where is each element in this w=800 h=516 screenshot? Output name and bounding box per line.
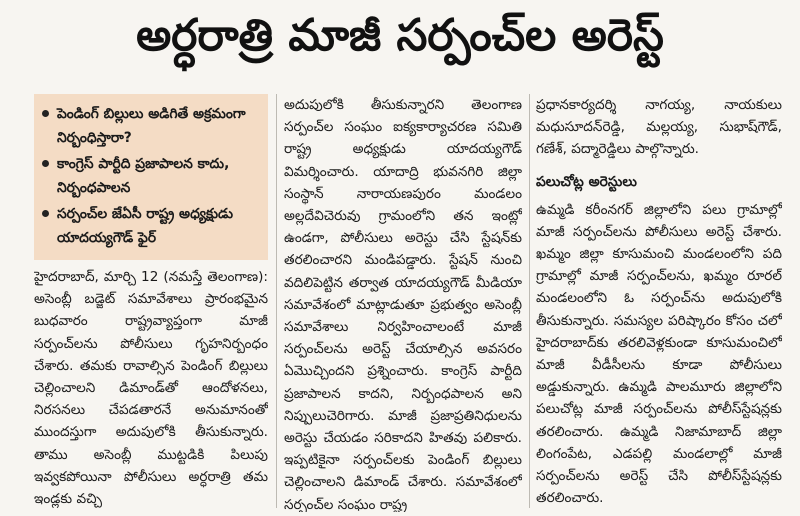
highlight-text: కాంగ్రెస్ పార్టీది ప్రజాపాలన కాదు, నిర్బంధపాలన: [57, 156, 230, 196]
column-divider-2: [529, 94, 530, 508]
highlight-text: సర్పంచ్‌ల జేఏసీ రాష్ట్ర అధ్యక్షుడు యాదయ్యగౌడ్ ఫైర్: [57, 206, 233, 246]
body-text-col3: ఉమ్మడి కరీంనగర్ జిల్లాలోని పలు గ్రామాల్లో మాజీ సర్పంచ్‌లను పోలీసులు అరెస్ట్ చేశారు. ఖమ్మం జిల్లా కూసుమంచి మండలంలోని పది గ్రామాల్లో మాజీ సర్పంచ్‌లను, ఖమ్మం రూరల్ మండలంలోని ఓ సర్పంచ్‌ను అదుపులోకి తీసుకున్నారు. సమస్యల పరిష్కారం కోసం చలో హైదరాబాద్‌కు తరలివెళ్లకుండా కూసుమంచిలో మాజీ వీడీసీలను కూడా పోలీసులు అడ్డుకున్నారు. ఉమ్మడి పాలమూరు జిల్లాలోని పలుచోట్ల మాజీ సర్పంచ్‌లను పోలీస్‌స్టేషన్లకు తరలించారు. ఉమ్మడి నిజామాబాద్ జిల్లా లింగంపేట, ఎడపల్లి మండలాల్లో మాజీ సర్పంచ్‌లను అరెస్ట్ చేసి పోలీస్‌స్టేషన్లకు తరలించారు.: [536, 201, 782, 507]
article-headline: అర్ధరాత్రి మాజీ సర్పంచ్‌ల అరెస్ట్: [136, 10, 664, 61]
section-subheading: పలుచోట్ల అరెస్టులు: [536, 173, 637, 190]
body-text-col1: హైదరాబాద్, మార్చి 12 (నమస్తే తెలంగాణ): అసెంబ్లీ బడ్జెట్ సమావేశాలు ప్రారంభమైన బుధవారం రాష్ట్రవ్యాప్తంగా మాజీ సర్పంచ్‌లను పోలీసులు గృహనిర్బంధం చేశారు. తమకు రావాల్సిన పెండింగ్ బిల్లులు చెల్లించాలని డిమాండ్‌తో ఆందోళనలు, నిరసనలు చేపడతారనే అనుమానంతో ముందస్తుగా అదుపులోకి తీసుకున్నారు. తాము అసెంబ్లీ ముట్టడికి పిలుపు ఇవ్వకపోయినా పోలీసులు అర్ధరాత్రి తమ ఇండ్లకు వచ్చి: [34, 269, 268, 508]
highlight-item: [40, 152, 260, 200]
column-divider-1: [276, 94, 277, 508]
highlight-item: [40, 202, 260, 250]
article-column-2: [284, 94, 522, 512]
bullet-icon: [42, 110, 49, 117]
highlight-text: పెండింగ్ బిల్లులు అడిగితే అక్రమంగా నిర్బంధిస్తారా?: [57, 106, 246, 146]
body-text-col3-top: ప్రధానకార్యదర్శి నాగయ్య, నాయకులు మధుసూదన్‌రెడ్డి, మల్లయ్య, సుభాష్‌గౌడ్, గణేశ్, పద్మారెడ్డిలు పాల్గొన్నారు.: [536, 97, 782, 158]
body-text-col2: అదుపులోకి తీసుకున్నారని తెలంగాణ సర్పంచ్‌ల సంఘం ఐక్యకార్యాచరణ సమితి రాష్ట్ర అధ్యక్షుడు యాదయ్యగౌడ్ విమర్శించారు. యాదాద్రి భువనగిరి జిల్లా సంస్థాన్ నారాయణపురం మండలం అల్లదేవిచెరువు గ్రామంలోని తన ఇంట్లో ఉండగా, పోలీసులు అరెస్టు చేసి స్టేషన్‌కు తరలించారని మండిపడ్డారు. స్టేషన్ నుంచి వదిలిపెట్టిన తర్వాత యాదయ్యగౌడ్ మీడియా సమావేశంలో మాట్లాడుతూ ప్రభుత్వం అసెంబ్లీ సమావేశాలు నిర్వహించాలంటే మాజీ సర్పంచ్‌లను అరెస్ట్ చేయాల్సిన అవసరం ఏమొచ్చిందని ప్రశ్నించారు. కాంగ్రెస్ పార్టీది ప్రజాపాలన కాదని, నిర్బంధపాలన అని నిప్పులుచెరిగారు. మాజీ ప్రజాప్రతినిధులను అరెస్టు చేయడం సరికాదని హితవు పలికారు. ఇప్పటికైనా సర్పంచ్‌లకు పెండింగ్ బిల్లులు చెల్లించాలని డిమాండ్ చేశారు. సమావేశంలో సర్పంచ్‌ల సంఘం రాష్ట్ర: [284, 97, 522, 512]
bullet-icon: [42, 210, 49, 217]
highlights-box: [34, 94, 268, 260]
bullet-icon: [42, 160, 49, 167]
article-column-1: [34, 94, 268, 512]
article-column-3: [536, 94, 782, 512]
highlight-item: [40, 102, 260, 150]
